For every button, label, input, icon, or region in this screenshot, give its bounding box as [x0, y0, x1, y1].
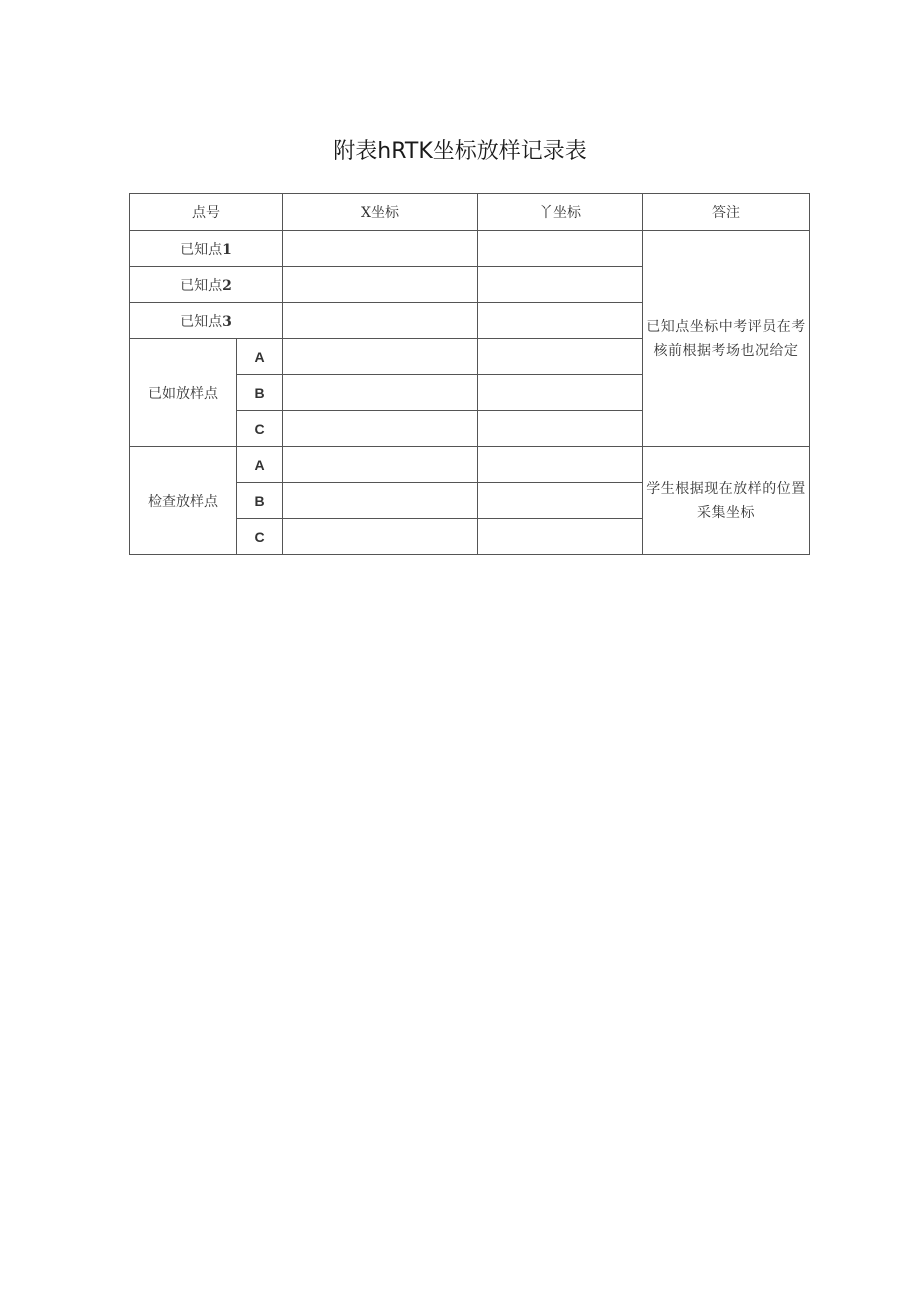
stakeout-record-table: [129, 193, 810, 555]
table-row: [130, 231, 810, 267]
stake-sub-label: A: [237, 447, 283, 483]
stake-sub-label: B: [237, 375, 283, 411]
header-y-coordinate: 丫坐标: [478, 194, 643, 231]
x-value-cell[interactable]: [283, 231, 478, 267]
known-point-1-label: [130, 231, 283, 267]
y-value-cell[interactable]: [478, 231, 643, 267]
y-value-cell[interactable]: [478, 303, 643, 339]
y-value-cell[interactable]: [478, 483, 643, 519]
x-value-cell[interactable]: [283, 447, 478, 483]
header-x-coordinate: X坐标: [283, 194, 478, 231]
stake-sub-label: C: [237, 411, 283, 447]
check-stake-group-label: 检查放样点: [130, 447, 237, 555]
y-value-cell[interactable]: [478, 519, 643, 555]
known-point-2-label: [130, 267, 283, 303]
x-value-cell[interactable]: [283, 483, 478, 519]
y-value-cell[interactable]: [478, 339, 643, 375]
note-known-points: 已知点坐标中考评员在考核前根据考场也况给定: [643, 231, 810, 447]
header-note: 答注: [643, 194, 810, 231]
header-point-no: 点号: [130, 194, 283, 231]
y-value-cell[interactable]: [478, 411, 643, 447]
x-value-cell[interactable]: [283, 375, 478, 411]
table-row: [130, 447, 810, 483]
known-point-number: 2: [222, 277, 232, 294]
y-value-cell[interactable]: [478, 375, 643, 411]
y-value-cell[interactable]: [478, 447, 643, 483]
table-header-row: [130, 194, 810, 231]
known-point-label-text: 已知点: [180, 277, 223, 294]
known-point-label-text: 已知点: [180, 241, 223, 258]
x-value-cell[interactable]: [283, 519, 478, 555]
note-check-points: 学生根据现在放样的位置采集坐标: [643, 447, 810, 555]
known-point-label-text: 已知点: [180, 313, 223, 330]
x-value-cell[interactable]: [283, 267, 478, 303]
x-value-cell[interactable]: [283, 303, 478, 339]
stake-sub-label: B: [237, 483, 283, 519]
document-title: 附表hRTK坐标放样记录表: [333, 139, 587, 164]
x-value-cell[interactable]: [283, 339, 478, 375]
known-point-number: 3: [222, 313, 232, 330]
known-point-number: 1: [222, 241, 232, 258]
known-point-3-label: [130, 303, 283, 339]
x-value-cell[interactable]: [283, 411, 478, 447]
stake-sub-label: C: [237, 519, 283, 555]
y-value-cell[interactable]: [478, 267, 643, 303]
stake-sub-label: A: [237, 339, 283, 375]
known-stake-group-label: 已如放样点: [130, 339, 237, 447]
